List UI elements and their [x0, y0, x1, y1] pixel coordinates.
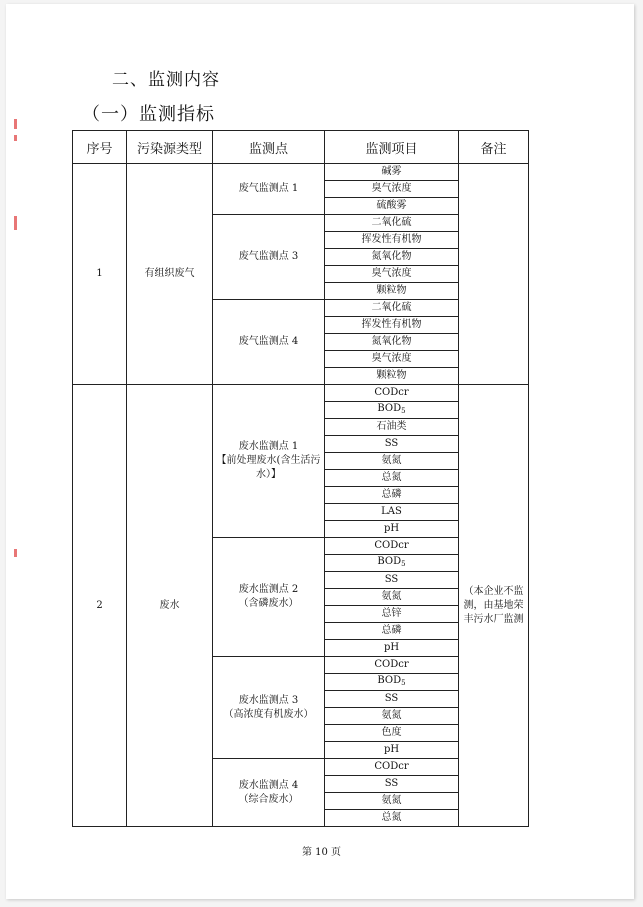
page-number: 第 10 页 [301, 847, 342, 858]
monitoring-item-cell: SS [325, 691, 459, 708]
table-row [73, 164, 529, 181]
monitoring-item-cell: 颗粒物 [325, 368, 459, 385]
monitoring-item-cell: 挥发性有机物 [325, 232, 459, 249]
monitoring-item-cell: 颗粒物 [325, 283, 459, 300]
header-seq: 序号 [73, 131, 127, 164]
monitoring-item-cell: 色度 [325, 725, 459, 742]
monitoring-item-cell: SS [325, 436, 459, 453]
monitoring-item-cell: 石油类 [325, 419, 459, 436]
section-heading: 二、监测内容 [112, 70, 220, 90]
monitoring-point-note: （综合废水） [238, 793, 299, 805]
monitoring-item-cell: 氮氧化物 [325, 334, 459, 351]
monitoring-item-cell: pH [325, 742, 459, 759]
margin-mark [14, 549, 17, 557]
monitoring-point-cell [213, 759, 325, 827]
monitoring-item-cell: 氮氧化物 [325, 249, 459, 266]
monitoring-item-cell: 总磷 [325, 623, 459, 640]
monitoring-item-cell: 碱雾 [325, 164, 459, 181]
monitoring-item-cell: 总磷 [325, 487, 459, 504]
monitoring-item-cell: pH [325, 640, 459, 657]
remark-cell [459, 164, 529, 385]
monitoring-table [72, 130, 529, 827]
source-type-cell: 有组织废气 [127, 164, 213, 385]
margin-mark [14, 135, 17, 141]
monitoring-item-cell: SS [325, 776, 459, 793]
monitoring-item-cell: 氨氮 [325, 453, 459, 470]
monitoring-item-cell: CODcr [325, 385, 459, 402]
monitoring-item-cell: $BOD_5$ [325, 402, 459, 419]
monitoring-item-cell: LAS [325, 504, 459, 521]
seq-cell: 2 [73, 385, 127, 827]
monitoring-item-cell: SS [325, 572, 459, 589]
monitoring-point-note: 【前处理废水(含生活污水）】 [216, 455, 321, 480]
subsection-heading: （一）监测指标 [82, 104, 215, 125]
monitoring-item-cell: pH [325, 521, 459, 538]
monitoring-point-note: （高浓度有机废水） [223, 708, 314, 720]
margin-mark [14, 119, 17, 129]
monitoring-item-cell: 总氮 [325, 810, 459, 827]
header-remark: 备注 [459, 131, 529, 164]
monitoring-item-cell: 总锌 [325, 606, 459, 623]
monitoring-item-cell: CODcr [325, 538, 459, 555]
monitoring-item-cell: CODcr [325, 759, 459, 776]
monitoring-point-cell: 废气监测点 3 [213, 215, 325, 300]
remark-text: （本企业不监测，由基地荣丰污水厂监测 [463, 585, 524, 625]
monitoring-item-cell: 二氧化硫 [325, 300, 459, 317]
monitoring-item-cell: CODcr [325, 657, 459, 674]
monitoring-point-cell: 废气监测点 1 [213, 164, 325, 215]
header-item: 监测项目 [325, 131, 459, 164]
margin-mark [14, 216, 17, 230]
monitoring-item-cell: 二氧化硫 [325, 215, 459, 232]
monitoring-item-cell: $BOD_5$ [325, 555, 459, 572]
table-row [73, 385, 529, 402]
monitoring-item-cell: 臭气浓度 [325, 351, 459, 368]
remark-cell [459, 385, 529, 827]
monitoring-point-cell [213, 385, 325, 538]
monitoring-point-cell [213, 538, 325, 657]
monitoring-point-note: （含磷废水） [238, 598, 299, 609]
header-point: 监测点 [213, 131, 325, 164]
monitoring-item-cell: 挥发性有机物 [325, 317, 459, 334]
monitoring-point-name: 废水监测点 4 [238, 779, 299, 791]
source-type-cell: 废水 [127, 385, 213, 827]
monitoring-item-cell: 氨氮 [325, 589, 459, 606]
seq-cell: 1 [73, 164, 127, 385]
monitoring-item-cell: 臭气浓度 [325, 266, 459, 283]
table-header-row [73, 131, 529, 164]
monitoring-item-cell: 氨氮 [325, 793, 459, 810]
monitoring-point-cell: 废气监测点 4 [213, 300, 325, 385]
monitoring-item-cell: 硫酸雾 [325, 198, 459, 215]
monitoring-point-name: 废水监测点 1 [238, 441, 299, 452]
monitoring-point-cell [213, 657, 325, 759]
monitoring-point-name: 废水监测点 3 [238, 694, 299, 706]
monitoring-item-cell: $BOD_5$ [325, 674, 459, 691]
monitoring-item-cell: 臭气浓度 [325, 181, 459, 198]
monitoring-item-cell: 总氮 [325, 470, 459, 487]
monitoring-point-name: 废水监测点 2 [238, 584, 299, 595]
monitoring-item-cell: 氨氮 [325, 708, 459, 725]
header-source-type: 污染源类型 [127, 131, 213, 164]
